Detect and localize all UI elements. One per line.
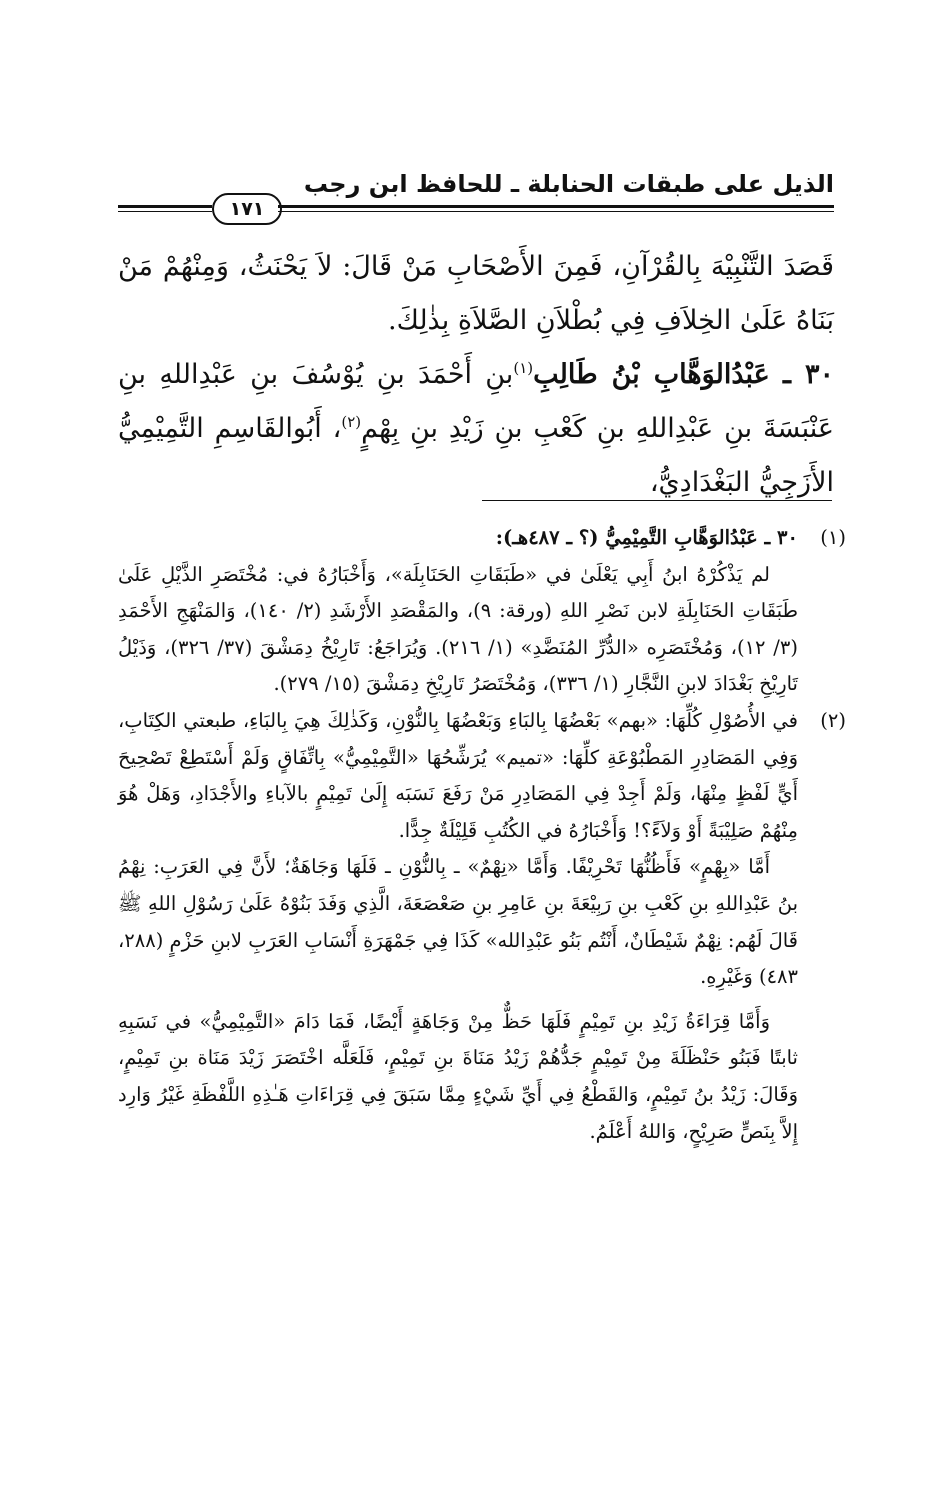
footnote-text: في الأُصُوْلِ كُلِّهَا: «بهم» بَعْضُهَا بِالبَاءِ وَبَعْضُهَا بِالنُّوْنِ، وَكَذٰلِكَ هِيَ بِالبَاءِ، طبعتي الكِتَابِ، وَفِي المَصَادِرِ المَطْبُوْعَةِ كلِّهَا: «تميم» يُرَشِّحُهَا «التَّمِيْمِيُّ» بِاتِّفَاقٍ وَلَمْ أَسْتَطِعْ تَصْحِيحَ أَيٍّ لَفْظٍ مِنْهَا، وَلَمْ أَجِدْ فِي المَصَادِرِ مَنْ رَفَعَ نَسَبَه إِلَىٰ تَمِيْمٍ بالآباءِ والأَجْدَادِ، وَهَلْ هُوَ مِنْهُمْ صَلِيْبَةً أَوْ وَلاَءً؟! وَأَخْبَارُهُ في الكُتُبِ قَلِيْلَةٌ جِدًّا. [118, 708, 798, 842]
running-header-title: الذيل على طبقات الحنابلة ـ للحافظ ابن رجب [303, 170, 834, 198]
header-rule-short [118, 205, 212, 212]
footnote-marker: (١) [820, 526, 846, 549]
footnote-text: أَمَّا «بِهْمٍ» فَأَظُنُّهَا تَحْرِيْفًا. وَأَمَّا «نِهْمٌ» ـ بِالنُّوْنِ ـ فَلَهَا وَجَاهَةٌ؛ لأَنَّ فِي العَرَبِ: نِهْمُ بنُ عَبْدِاللهِ بنِ كَعْبِ بنِ رَبِيْعَةَ بنِ عَامِرِ بنِ صَعْصَعَةَ، الَّذِي وَفَدَ بَنُوْهُ عَلَىٰ رَسُوْلِ اللهِ ﷺ قَالَ لَهُم: نِهْمٌ شَيْطَانٌ، أَنْتُم بَنُو عَبْدِالله» كَذَا فِي جَمْهَرَةِ أَنْسَابِ العَرَبِ لابنِ حَزْمٍ (٢٨٨، ٤٨٣) وَغَيْرِهِ. [118, 855, 798, 989]
biography-entry [118, 348, 834, 510]
header-rule [278, 205, 834, 212]
footnote-separator [482, 500, 832, 501]
main-paragraph: قَصَدَ التَّنْبِيْهَ بِالقُرْآنِ، فَمِنَ الأَصْحَابِ مَنْ قَالَ: لاَ يَحْنَثُ، وَمِنْهُمْ مَنْ بَنَاهُ عَلَىٰ الخِلاَفِ فِي بُطْلاَنِ الصَّلاَةِ بِذٰلِكَ. [118, 251, 834, 336]
footnote-marker: (٢) [820, 708, 846, 732]
paragraph-gap [118, 996, 798, 1004]
entry-name: عَبْدُالوَهَّابِ بْنُ طَالِبِ [533, 359, 770, 390]
entry-number: ٣٠ ـ [783, 359, 834, 390]
footnote-ref-1[interactable]: (١) [513, 359, 534, 377]
main-text [118, 240, 834, 510]
entry-nisba: ، أَبُوالقَاسِمِ التَّمِيْمِيُّ الأَزَجِيُّ البَغْدَادِيُّ، [118, 413, 834, 498]
footnote-text: لم يَذْكُرْهُ ابنُ أَبِي يَعْلَىٰ في «طَبَقَاتِ الحَنَابِلَة»، وَأَخْبَارُهُ في: مُخْتَصَرِ الذَّيْلِ عَلَىٰ طَبَقَاتِ الحَنَابِلَةِ لابن نَصْرِ اللهِ (ورقة: ٩)، والمَقْصَدِ الأَرْشَدِ (٢/ ١٤٠)، وَالمَنْهَجِ الأَحْمَدِ (٣/ ١٢)، وَمُخْتَصَرِه «الدُّرِّ المُنَضَّدِ» (١/ ٢١٦). وَيُرَاجَعُ: تَارِيْخُ دِمَشْقَ (٣٧/ ٣٢٦)، وَذَيْلُ تَارِيْخِ بَغْدَادَ لابنِ النَّجَّارِ (١/ ٣٣٦)، وَمُخْتَصَرُ تَارِيْخِ دِمَشْقَ (١٥/ ٢٧٩). [118, 562, 798, 696]
footnote-1 [118, 520, 846, 703]
footnote-2 [118, 703, 846, 1150]
footnote-ref-2[interactable]: (٢) [341, 413, 362, 431]
footnotes [118, 520, 846, 1150]
entry-lineage: بنِ أَحْمَدَ بنِ يُوْسُفَ بنِ عَبْدِاللهِ بنِ عَنْبَسَةَ بنِ عَبْدِاللهِ بنِ كَعْبِ بنِ زَيْدِ بنِ بِهْمٍ [118, 359, 834, 444]
footnote-text: وَأَمَّا قِرَاءَةُ زَيْدِ بنِ تَمِيْمٍ فَلَهَا حَظٌّ مِنْ وَجَاهَةٍ أَيْضًا، فَمَا دَامَ «التَّمِيْمِيُّ» في نَسَبِهِ ثابتًا فَبَنُو حَنْظَلَةَ مِنْ تَمِيْمٍ جَدُّهُمْ زَيْدُ مَنَاةَ بنِ تَمِيْمٍ، فَلَعَلَّه اخْتَصَرَ زَيْدَ مَنَاة بنِ تَمِيْمٍ، وَقَالَ: زَيْدُ بنُ تَمِيْمٍ، وَالقَطْعُ فِي أَيِّ شَيْءٍ مِمَّا سَبَقَ فِي قِرَاءَاتِ هَـٰذِهِ اللَّفْظَةِ غَيْرُ وَارِد إِلاَّ بِنَصٍّ صَرِيْحٍ، وَاللهُ أَعْلَمُ. [118, 1009, 798, 1143]
page-number-badge: ١٧١ [212, 193, 282, 225]
footnote-heading: ٣٠ ـ عَبْدُالوَهَّابِ التَّمِيْمِيُّ (؟ ـ ٤٨٧هـ): [495, 526, 798, 549]
